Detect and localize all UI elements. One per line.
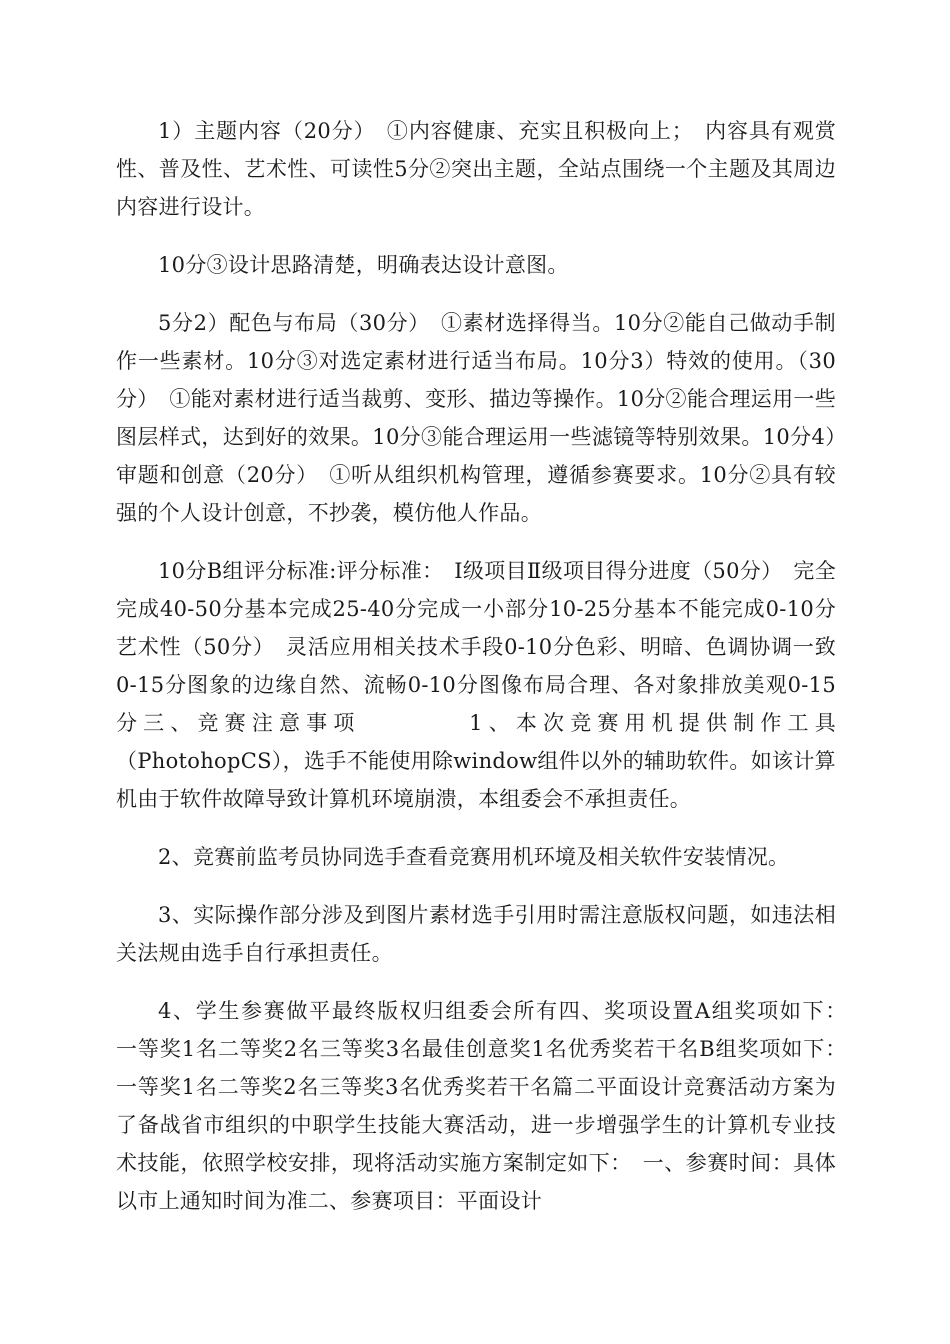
paragraph-group-b-criteria: 10分B组评分标准:评分标准： Ⅰ级项目Ⅱ级项目得分进度（50分） 完全完成40-50分基本完成25-40分完成一小部分10-25分基本不能完成0-10分艺术性（50分） 灵活应用相关技术手段0-10分色彩、明暗、色调协调一致0-15分图象的边缘自然、流畅0-10分图像布局合理、各对象排放美观0-15分三、竞赛注意事项 1、本次竞赛用机提供制作工具（PhotohopCS），选手不能使用除window组件以外的辅助软件。如该计算机由于软件故障导致计算机环境崩溃，本组委会不承担责任。 xyxy=(116,559,836,811)
paragraph-design-idea: 10分③设计思路清楚，明确表达设计意图。 xyxy=(158,253,569,277)
paragraph-awards: 4、学生参赛做平最终版权归组委会所有四、奖项设置A组奖项如下： 一等奖1名二等奖2名三等奖3名最佳创意奖1名优秀奖若干名B组奖项如下： 一等奖1名二等奖2名三等奖3名优秀奖若干名篇二平面设计竞赛活动方案为了备战省市组织的中职学生技能大赛活动，进一步增强学生的计算机专业技术技能，依照学校安排，现将活动实施方案制定如下： 一、参赛时间：具体以市上通知时间为准二、参赛项目：平面设计 xyxy=(116,999,858,1213)
paragraph-color-layout: 5分2）配色与布局（30分） ①素材选择得当。10分②能自己做动手制作一些素材。10分③对选定素材进行适当布局。10分3）特效的使用。（30分） ①能对素材进行适当裁剪、变形、描边等操作。10分②能合理运用一些图层样式，达到好的效果。10分③能合理运用一些滤镜等特别效果。10分4）审题和创意（20分） ①听从组织机构管理，遵循参赛要求。10分②具有较强的个人设计创意，不抄袭，模仿他人作品。 xyxy=(116,311,836,525)
paragraph-note-3: 3、实际操作部分涉及到图片素材选手引用时需注意版权问题，如违法相关法规由选手自行承担责任。 xyxy=(116,903,836,965)
document-page xyxy=(116,112,858,1240)
paragraph-note-2: 2、竞赛前监考员协同选手查看竞赛用机环境及相关软件安装情况。 xyxy=(158,845,790,869)
paragraph-theme-content: 1）主题内容（20分） ①内容健康、充实且积极向上； 内容具有观赏性、普及性、艺术性、可读性5分②突出主题，全站点围绕一个主题及其周边内容进行设计。 xyxy=(116,119,836,219)
